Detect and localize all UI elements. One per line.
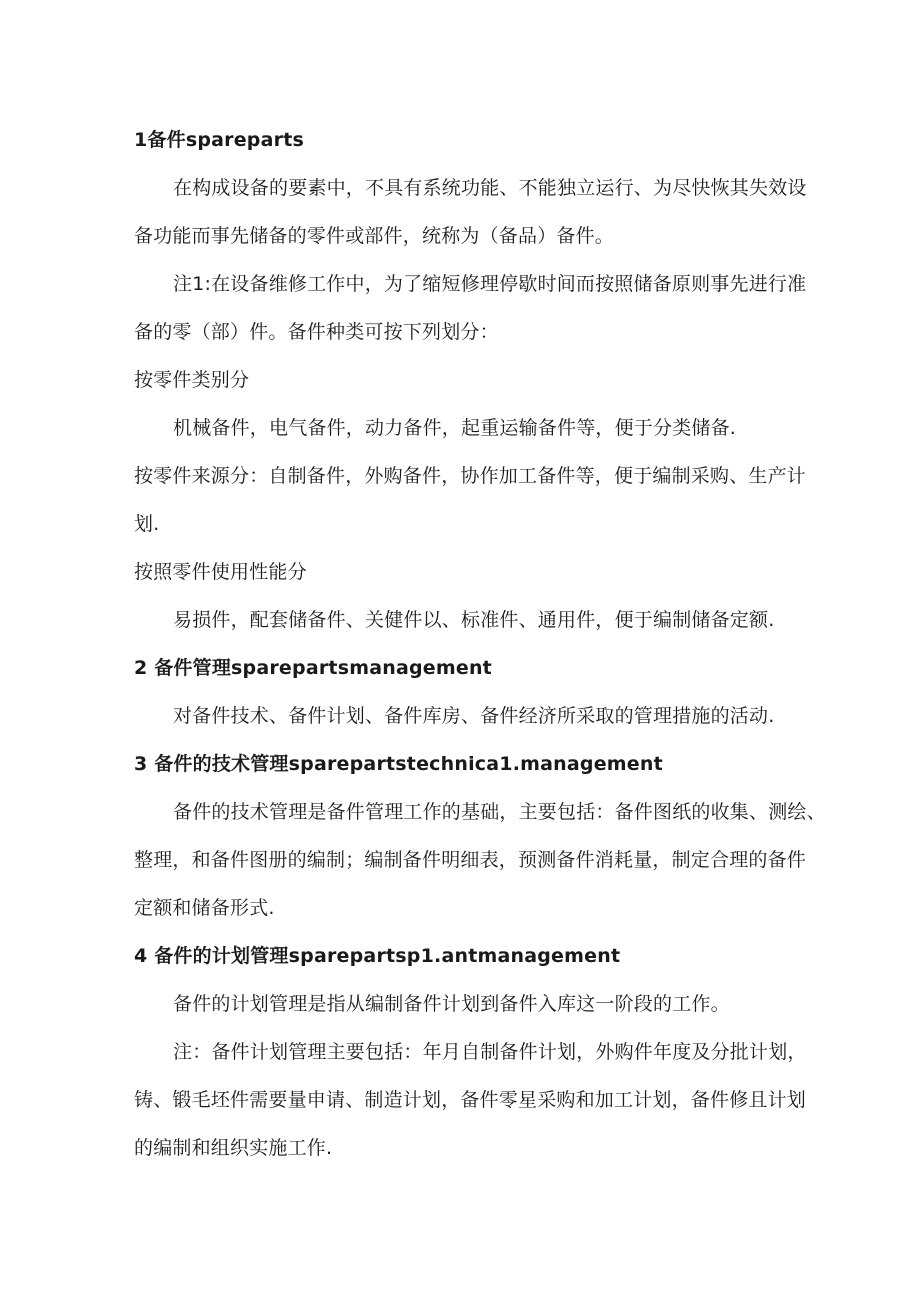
category-label: 按零件类别分 [134, 369, 250, 391]
section-4-heading: 4 备件的计划管理sparepartsp1.antmanagement [134, 945, 621, 967]
section-1-heading: 1备件spareparts [134, 129, 304, 151]
category-label: 按照零件使用性能分 [134, 561, 307, 583]
note-line: 注1:在设备维修工作中，为了缩短修理停歇时间而按照储备原则事先进行准 [173, 273, 807, 295]
section-2-heading: 2 备件管理sparepartsmanagement [134, 657, 492, 679]
note-line: 铸、锻毛坯件需要量申请、制造计划，备件零星采购和加工计划，备件修且计划 [134, 1089, 807, 1111]
paragraph-line: 划. [134, 513, 160, 535]
paragraph-line: 备件的技术管理是备件管理工作的基础，主要包括：备件图纸的收集、测绘、 [173, 801, 826, 823]
section-3-heading: 3 备件的技术管理sparepartstechnica1.management [134, 753, 663, 775]
paragraph-line: 易损件，配套储备件、关健件以、标准件、通用件，便于编制储备定额. [173, 609, 775, 631]
note-line: 的编制和组织实施工作. [134, 1137, 333, 1159]
paragraph-line: 按零件来源分：自制备件，外购备件，协作加工备件等，便于编制采购、生产计 [134, 465, 807, 487]
note-line: 注：备件计划管理主要包括：年月自制备件计划，外购件年度及分批计划， [173, 1041, 807, 1063]
paragraph-line: 备功能而事先储备的零件或部件，统称为（备品）备件。 [134, 225, 615, 247]
paragraph-line: 在构成设备的要素中，不具有系统功能、不能独立运行、为尽快恢其失效设 [173, 177, 807, 199]
paragraph-line: 对备件技术、备件计划、备件库房、备件经济所采取的管理措施的活动. [173, 705, 775, 727]
paragraph-line: 定额和储备形式. [134, 897, 275, 919]
paragraph-line: 整理，和备件图册的编制；编制备件明细表，预测备件消耗量，制定合理的备件 [134, 849, 807, 871]
note-line: 备的零（部）件。备件种类可按下列划分： [134, 321, 499, 343]
paragraph-line: 机械备件，电气备件，动力备件，起重运输备件等，便于分类储备. [173, 417, 737, 439]
paragraph-line: 备件的计划管理是指从编制备件计划到备件入库这一阶段的工作。 [173, 993, 730, 1015]
